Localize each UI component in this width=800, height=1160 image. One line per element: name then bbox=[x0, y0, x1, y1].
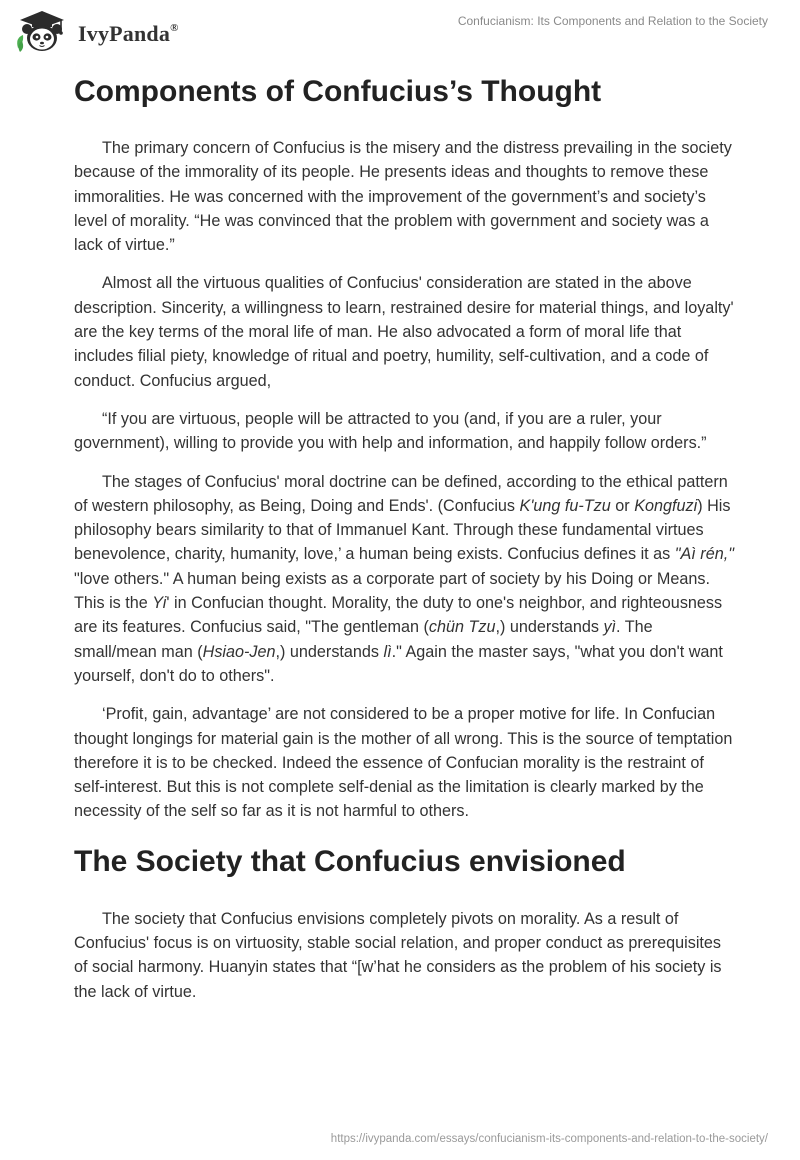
text-run: . The small/mean man ( bbox=[74, 618, 653, 661]
paragraph: Almost all the virtuous qualities of Confucius' consideration are stated in the above description. Sincerity, a willingness to learn, restrained desire for material things, and loyalty' are the key terms of the moral life of man. He also advocated a form of moral life that includes filial piety, knowledge of ritual and poetry, humility, self-cultivation, and a code of conduct. Confucius argued, bbox=[74, 274, 734, 390]
paragraph: The primary concern of Confucius is the misery and the distress prevailing in the society because of the immorality of its people. He presents ideas and thoughts to remove these immoralities. He was concerned with the improvement of the government’s and society’s level of morality. “He was convinced that the problem with government and society was a lack of virtue.” bbox=[74, 139, 732, 255]
source-url[interactable]: https://ivypanda.com/essays/confucianism-its-components-and-relation-to-the-society/ bbox=[330, 1133, 768, 1145]
italic-term: "Aì rén," bbox=[674, 545, 734, 564]
panda-graduate-icon bbox=[14, 8, 70, 54]
section-heading: The Society that Confucius envisioned bbox=[74, 844, 626, 878]
text-run: "love others." A human being exists as a corporate part of society by his Doing or Means. This is the bbox=[74, 569, 710, 613]
text-run: ) His philosophy bears similarity to that of Immanuel Kant. Through these fundamental virtues benevolence, charity, humanity, love,’ a human being exists. Confucius defines it as bbox=[74, 496, 731, 564]
italic-term: yì bbox=[603, 618, 617, 637]
registered-mark: ® bbox=[170, 21, 179, 34]
italic-term: chün Tzu bbox=[428, 618, 496, 637]
text-run: ." Again the master says, "what you don't want yourself, don't do to others". bbox=[74, 642, 723, 685]
page-header bbox=[0, 0, 800, 56]
italic-term: Yi bbox=[152, 594, 167, 613]
document-title: Confucianism: Its Components and Relation to the Society bbox=[457, 14, 768, 28]
text-run: ' in Confucian thought. Morality, the duty to one's neighbor, and righteousness are its features. Confucius said, "The gentleman ( bbox=[74, 594, 723, 637]
ivypanda-logo[interactable] bbox=[14, 8, 204, 54]
italic-term: Hsiao-Jen bbox=[202, 642, 276, 661]
paragraph bbox=[74, 470, 734, 689]
paragraph: The society that Confucius envisions completely pivots on morality. As a result of Confucius' focus is on virtuosity, stable social relation, and proper conduct as prerequisites of social harmony. Huanyin states that “[w’hat he considers as the problem of his society is the lack of virtue. bbox=[74, 909, 722, 1001]
text-run: ,) understands bbox=[275, 642, 384, 661]
italic-term: lì bbox=[383, 642, 392, 661]
text-run: The stages of Confucius' moral doctrine can be defined, according to the ethical pattern of western philosophy, as Being, Doing and Ends'. (Confucius bbox=[74, 472, 728, 515]
quote-paragraph: “If you are virtuous, people will be attracted to you (and, if you are a ruler, your government), willing to provide you with help and information, and happily follow orders.” bbox=[74, 409, 707, 453]
text-run: or bbox=[610, 496, 635, 515]
article-body bbox=[74, 70, 734, 1018]
brand-name bbox=[78, 21, 179, 47]
italic-term: Kongfuzi bbox=[634, 496, 698, 515]
italic-term: K'ung fu-Tzu bbox=[519, 496, 611, 515]
brand-text: IvyPanda bbox=[78, 21, 171, 46]
section-heading: Components of Confucius’s Thought bbox=[74, 75, 602, 108]
text-run: ,) understands bbox=[495, 618, 604, 637]
paragraph: ‘Profit, gain, advantage’ are not considered to be a proper motive for life. In Confucian thought longings for material gain is the mother of all wrong. This is the source of temptation therefore it is to be checked. Indeed the essence of Confucian morality is the restraint of self-interest. But this is not complete self-denial as the limitation is clearly marked by the necessity of the self so far as it is not harmful to others. bbox=[74, 705, 733, 821]
